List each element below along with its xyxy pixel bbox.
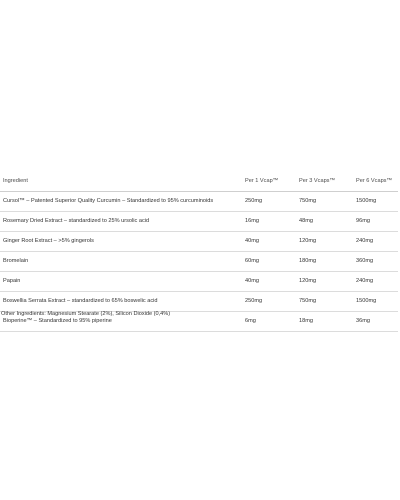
header-ingredient: Ingredient — [0, 172, 242, 192]
table-row — [0, 212, 398, 232]
amount-per-1: 60mg — [242, 252, 296, 272]
header-per-6-vcaps: Per 6 Vcaps™ — [353, 172, 398, 192]
amount-per-6: 1500mg — [353, 192, 398, 212]
ingredient-name: Rosemary Dried Extract – standardized to 25% ursolic acid — [0, 212, 242, 232]
other-ingredients-note: Other Ingredients: Magnesium Stearate (2%), Silicon Dioxide (0,4%) — [1, 311, 171, 317]
amount-per-1: 16mg — [242, 212, 296, 232]
amount-per-1: 40mg — [242, 272, 296, 292]
amount-per-6: 1500mg — [353, 292, 398, 312]
amount-per-1: 250mg — [242, 292, 296, 312]
table-row — [0, 272, 398, 292]
ingredient-name: Bromelain — [0, 252, 242, 272]
table-row — [0, 252, 398, 272]
amount-per-1: 40mg — [242, 232, 296, 252]
table-row — [0, 292, 398, 312]
table-header — [0, 172, 398, 192]
amount-per-6: 240mg — [353, 272, 398, 292]
ingredient-name: Boswellia Serrata Extract – standardized to 65% boswelic acid — [0, 292, 242, 312]
amount-per-3: 18mg — [296, 312, 353, 332]
amount-per-1: 250mg — [242, 192, 296, 212]
amount-per-3: 750mg — [296, 292, 353, 312]
ingredient-name: Cursol™ – Patented Superior Quality Curcumin – Standardized to 95% curcuminoids — [0, 192, 242, 212]
amount-per-3: 48mg — [296, 212, 353, 232]
ingredients-table — [0, 172, 398, 332]
amount-per-3: 120mg — [296, 232, 353, 252]
table-header-row — [0, 172, 398, 192]
amount-per-1: 6mg — [242, 312, 296, 332]
ingredient-name: Ginger Root Extract – >5% gingerols — [0, 232, 242, 252]
amount-per-3: 750mg — [296, 192, 353, 212]
amount-per-6: 96mg — [353, 212, 398, 232]
amount-per-6: 36mg — [353, 312, 398, 332]
header-per-3-vcaps: Per 3 Vcaps™ — [296, 172, 353, 192]
ingredient-name: Bioperine™ – Standardized to 95% piperine — [0, 312, 242, 332]
amount-per-3: 120mg — [296, 272, 353, 292]
ingredient-name: Papain — [0, 272, 242, 292]
header-per-1-vcap: Per 1 Vcap™ — [242, 172, 296, 192]
table-row — [0, 232, 398, 252]
table-row — [0, 192, 398, 212]
amount-per-3: 180mg — [296, 252, 353, 272]
amount-per-6: 360mg — [353, 252, 398, 272]
amount-per-6: 240mg — [353, 232, 398, 252]
